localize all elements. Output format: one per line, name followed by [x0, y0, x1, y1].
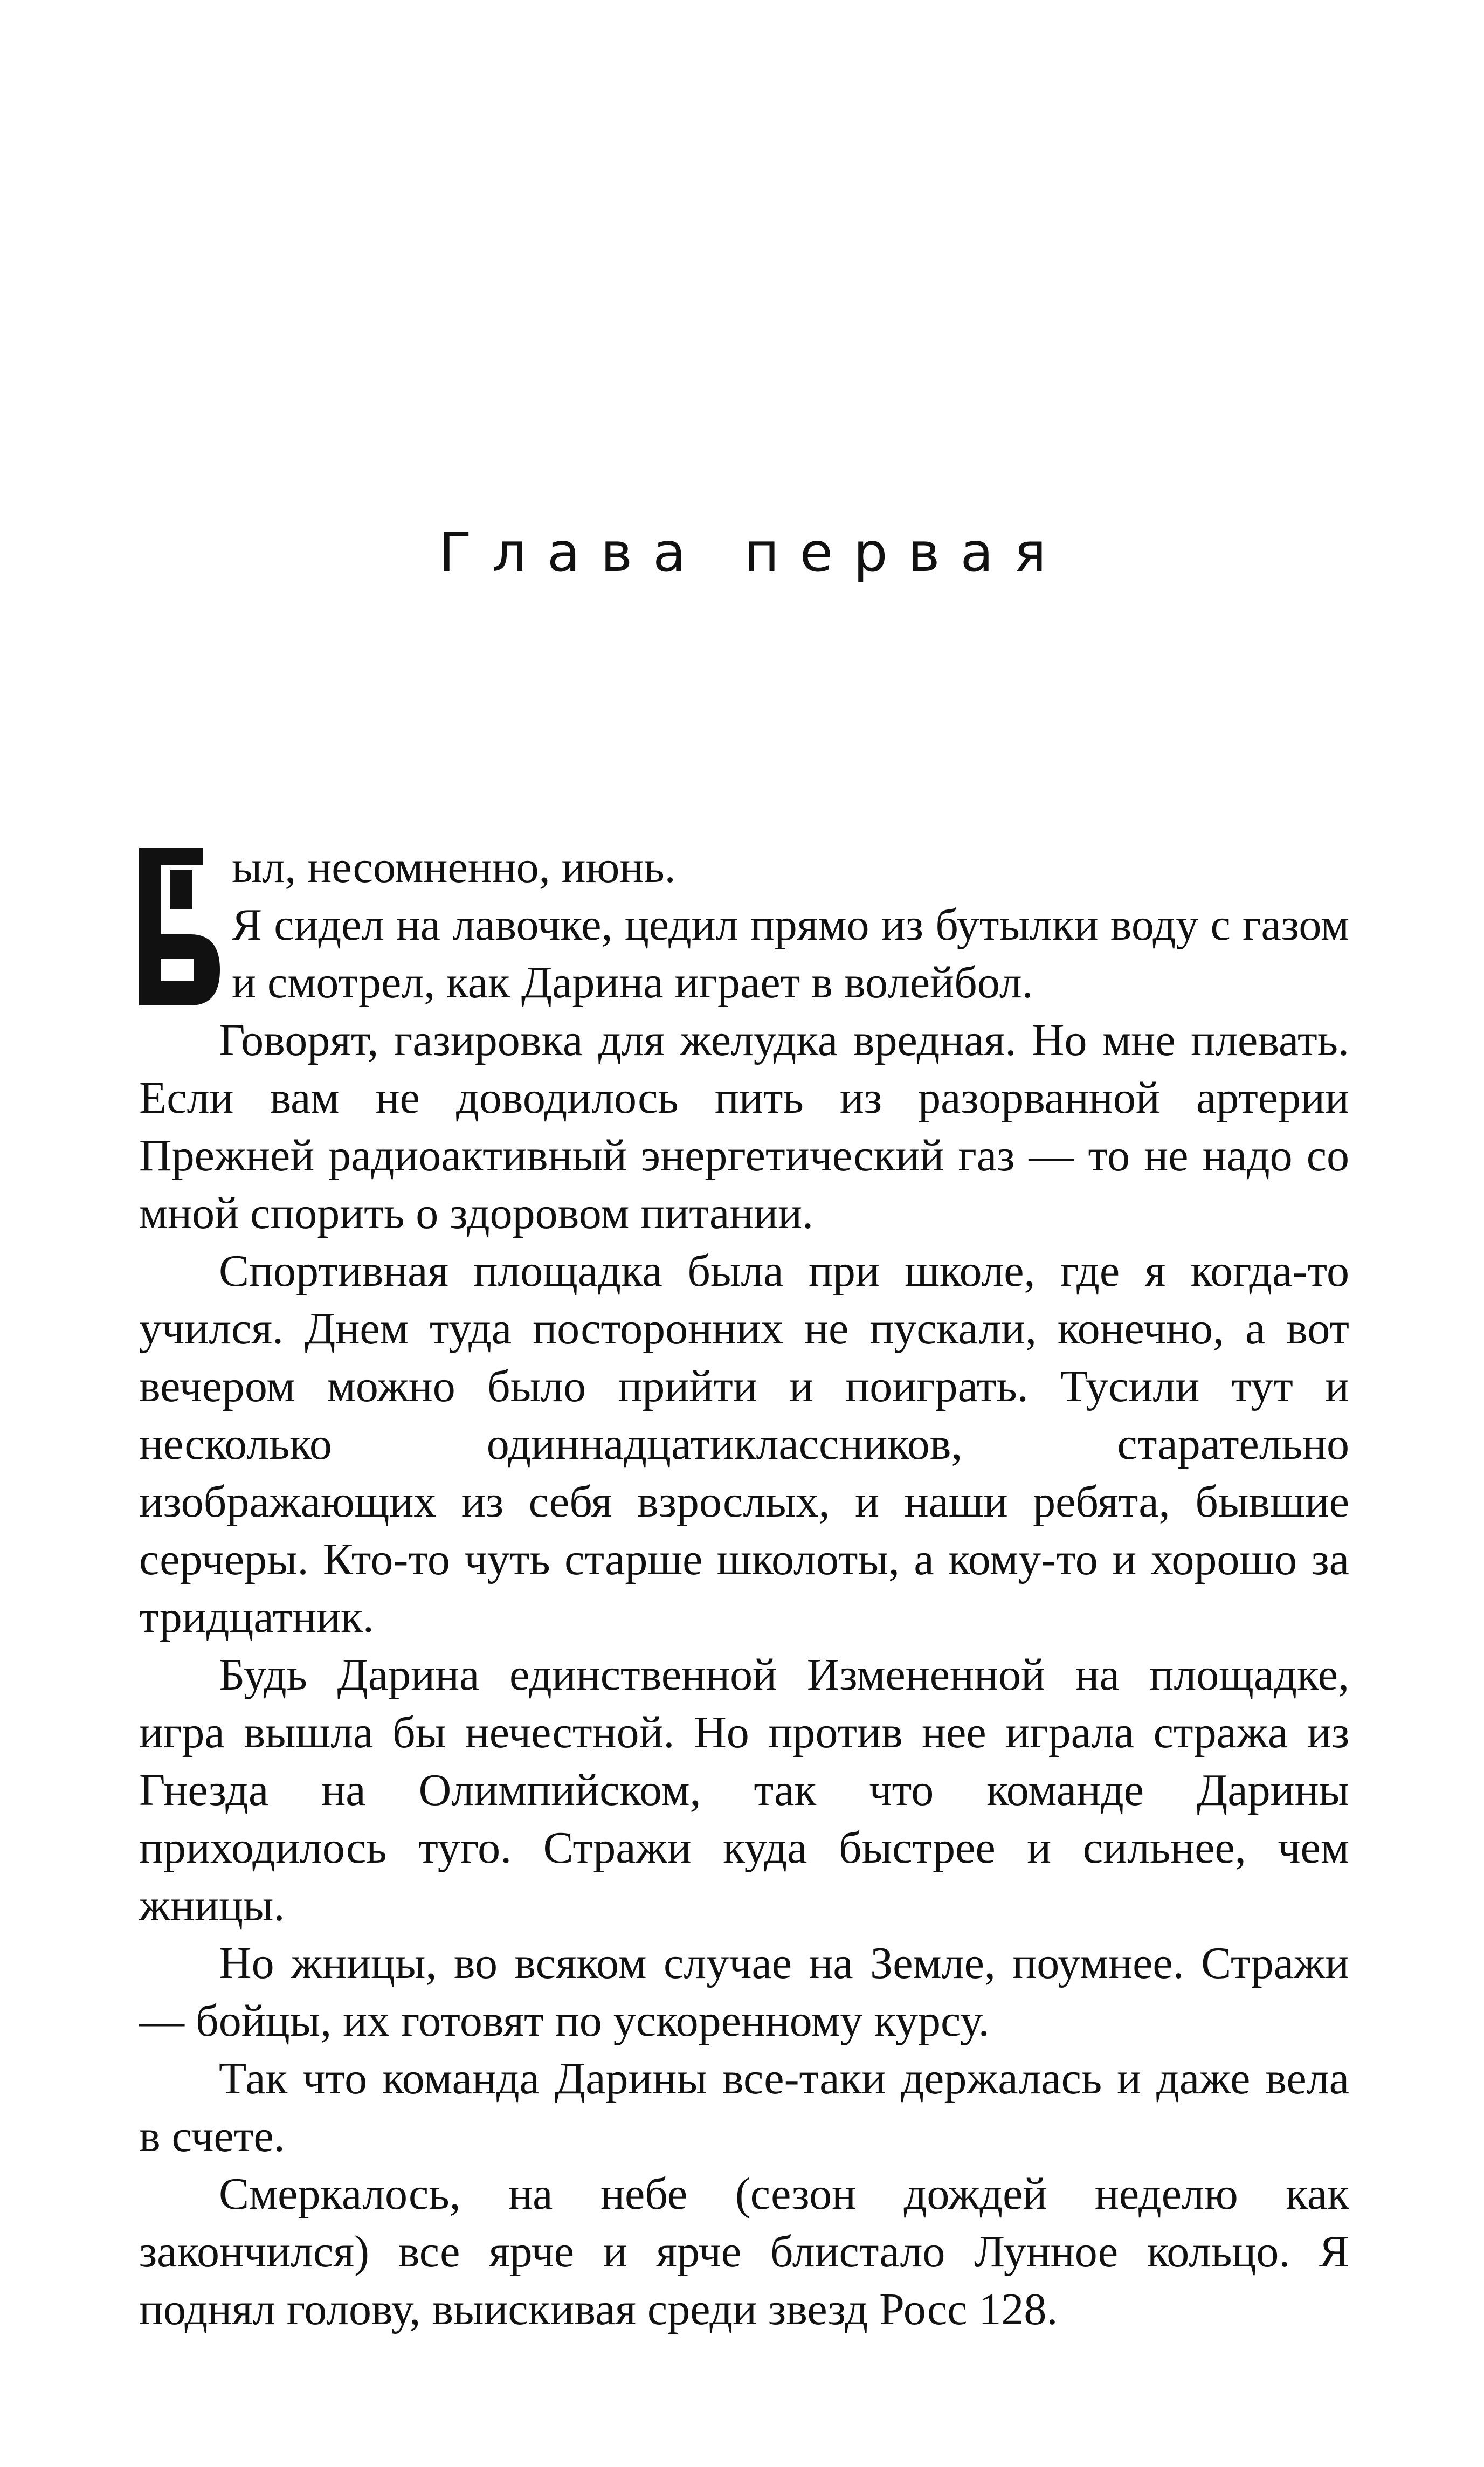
chapter-text: [139, 838, 1349, 2338]
paragraph: Говорят, газировка для желудка вредная. Но мне плевать. Если вам не доводилось пить из разорванной артерии Прежней радиоактивный энергетический газ — то не надо со мной спорить о здоровом питании.: [139, 1015, 1349, 1238]
paragraph: ыл, несомненно, июнь.: [232, 842, 676, 892]
paragraph: Но жницы, во всяком случае на Земле, поумнее. Стражи — бойцы, их готовят по ускоренному курсу.: [139, 1938, 1349, 2046]
paragraph: Спортивная площадка была при школе, где я когда-то учился. Днем туда посторонних не пускали, конечно, а вот вечером можно было прийти и поиграть. Тусили тут и несколько одиннадцатиклассников, старательно изображающих из себя взрослых, и наши ребята, бывшие серчеры. Кто-то чуть старше школоты, а кому-то и хорошо за тридцатник.: [139, 1246, 1349, 1642]
paragraph: Так что команда Дарины все-таки держалась и даже вела в счете.: [139, 2053, 1349, 2161]
dropcap-letter: [139, 848, 220, 1005]
chapter-title: Глава первая: [439, 521, 1067, 584]
paragraph: Будь Дарина единственной Измененной на площадке, игра вышла бы нечестной. Но против нее играла стража из Гнезда на Олимпийском, так что команде Дарины приходилось туго. Стражи куда быстрее и сильнее, чем жницы.: [139, 1650, 1349, 1931]
dropcap-glyph: [139, 848, 220, 1005]
paragraph: Я сидел на лавочке, цедил прямо из бутылки воду с газом и смотрел, как Дарина играет в волейбол.: [232, 900, 1349, 1008]
paragraph: Смеркалось, на небе (сезон дождей неделю как закончился) все ярче и ярче блистало Лунное кольцо. Я поднял голову, выискивая среди звезд Росс 128.: [139, 2169, 1349, 2334]
